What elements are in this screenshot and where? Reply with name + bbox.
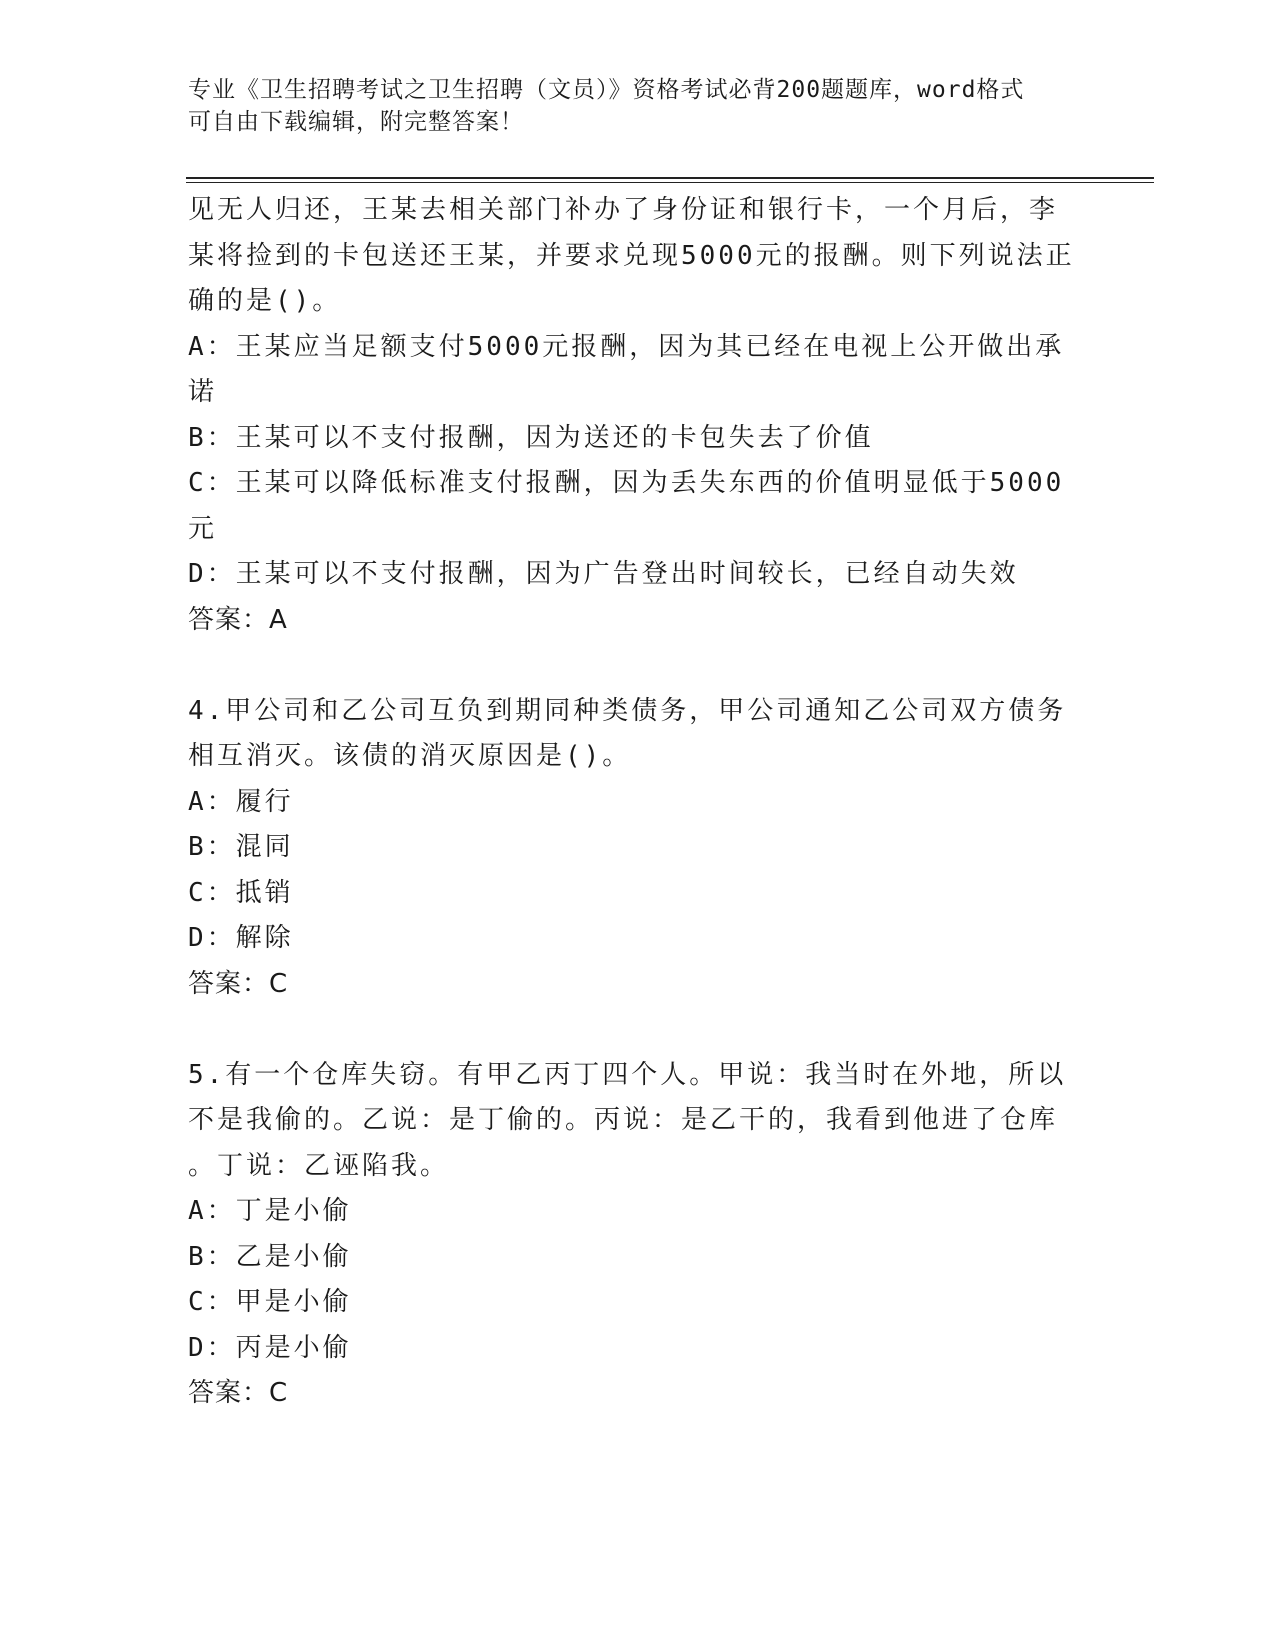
spacer <box>188 643 1088 689</box>
question-3-option-c: C：王某可以降低标准支付报酬，因为丢失东西的价值明显低于5000 <box>188 468 1065 498</box>
question-5-answer: 答案：C <box>188 1378 289 1408</box>
header-line-2: 可自由下载编辑，附完整答案！ <box>188 109 524 135</box>
question-3-option-a: A：王某应当足额支付5000元报酬，因为其已经在电视上公开做出承 <box>188 331 1065 362</box>
question-4-option-a: A：履行 <box>188 786 294 817</box>
question-4 <box>188 689 1088 1008</box>
question-5-option-a: A：丁是小偷 <box>188 1196 352 1226</box>
question-3-text-line-2: 某将捡到的卡包送还王某，并要求兑现5000元的报酬。则下列说法正 <box>188 240 1075 271</box>
question-4-option-b: B：混同 <box>188 832 294 862</box>
question-3-text-line-3: 确的是()。 <box>188 286 342 316</box>
question-4-text-line-2: 相互消灭。该债的消灭原因是()。 <box>188 741 632 771</box>
question-3-option-a-cont: 诺 <box>188 377 218 407</box>
header-divider-thin <box>186 182 1154 183</box>
header-line-1: 专业《卫生招聘考试之卫生招聘（文员）》资格考试必背200题题库，word格式 <box>188 77 1025 103</box>
question-5-option-d: D：丙是小偷 <box>188 1332 352 1363</box>
question-3-option-d: D：王某可以不支付报酬，因为广告登出时间较长，已经自动失效 <box>188 559 1019 589</box>
header-divider-thick <box>186 177 1154 179</box>
question-3-answer: 答案：A <box>188 604 288 635</box>
document-header <box>188 74 1068 138</box>
spacer <box>188 1007 1088 1053</box>
question-4-option-d: D：解除 <box>188 923 294 953</box>
question-5-option-c: C：甲是小偷 <box>188 1287 352 1317</box>
question-5 <box>188 1053 1088 1417</box>
question-4-answer: 答案：C <box>188 968 289 999</box>
question-4-text-line-1: 4.甲公司和乙公司互负到期同种类债务，甲公司通知乙公司双方债务 <box>188 695 1067 726</box>
question-5-text-line-2: 不是我偷的。乙说：是丁偷的。丙说：是乙干的，我看到他进了仓库 <box>188 1105 1059 1135</box>
question-3-option-c-cont: 元 <box>188 513 218 544</box>
question-body <box>188 188 1088 1417</box>
question-3-text-line-1: 见无人归还，王某去相关部门补办了身份证和银行卡，一个月后，李 <box>188 195 1059 225</box>
question-5-text-line-1: 5.有一个仓库失窃。有甲乙丙丁四个人。甲说：我当时在外地，所以 <box>188 1059 1067 1090</box>
question-3 <box>188 188 1088 643</box>
question-5-option-b: B：乙是小偷 <box>188 1241 352 1272</box>
question-5-text-line-3: 。丁说：乙诬陷我。 <box>188 1150 450 1181</box>
question-4-option-c: C：抵销 <box>188 877 294 908</box>
question-3-option-b: B：王某可以不支付报酬，因为送还的卡包失去了价值 <box>188 422 874 453</box>
